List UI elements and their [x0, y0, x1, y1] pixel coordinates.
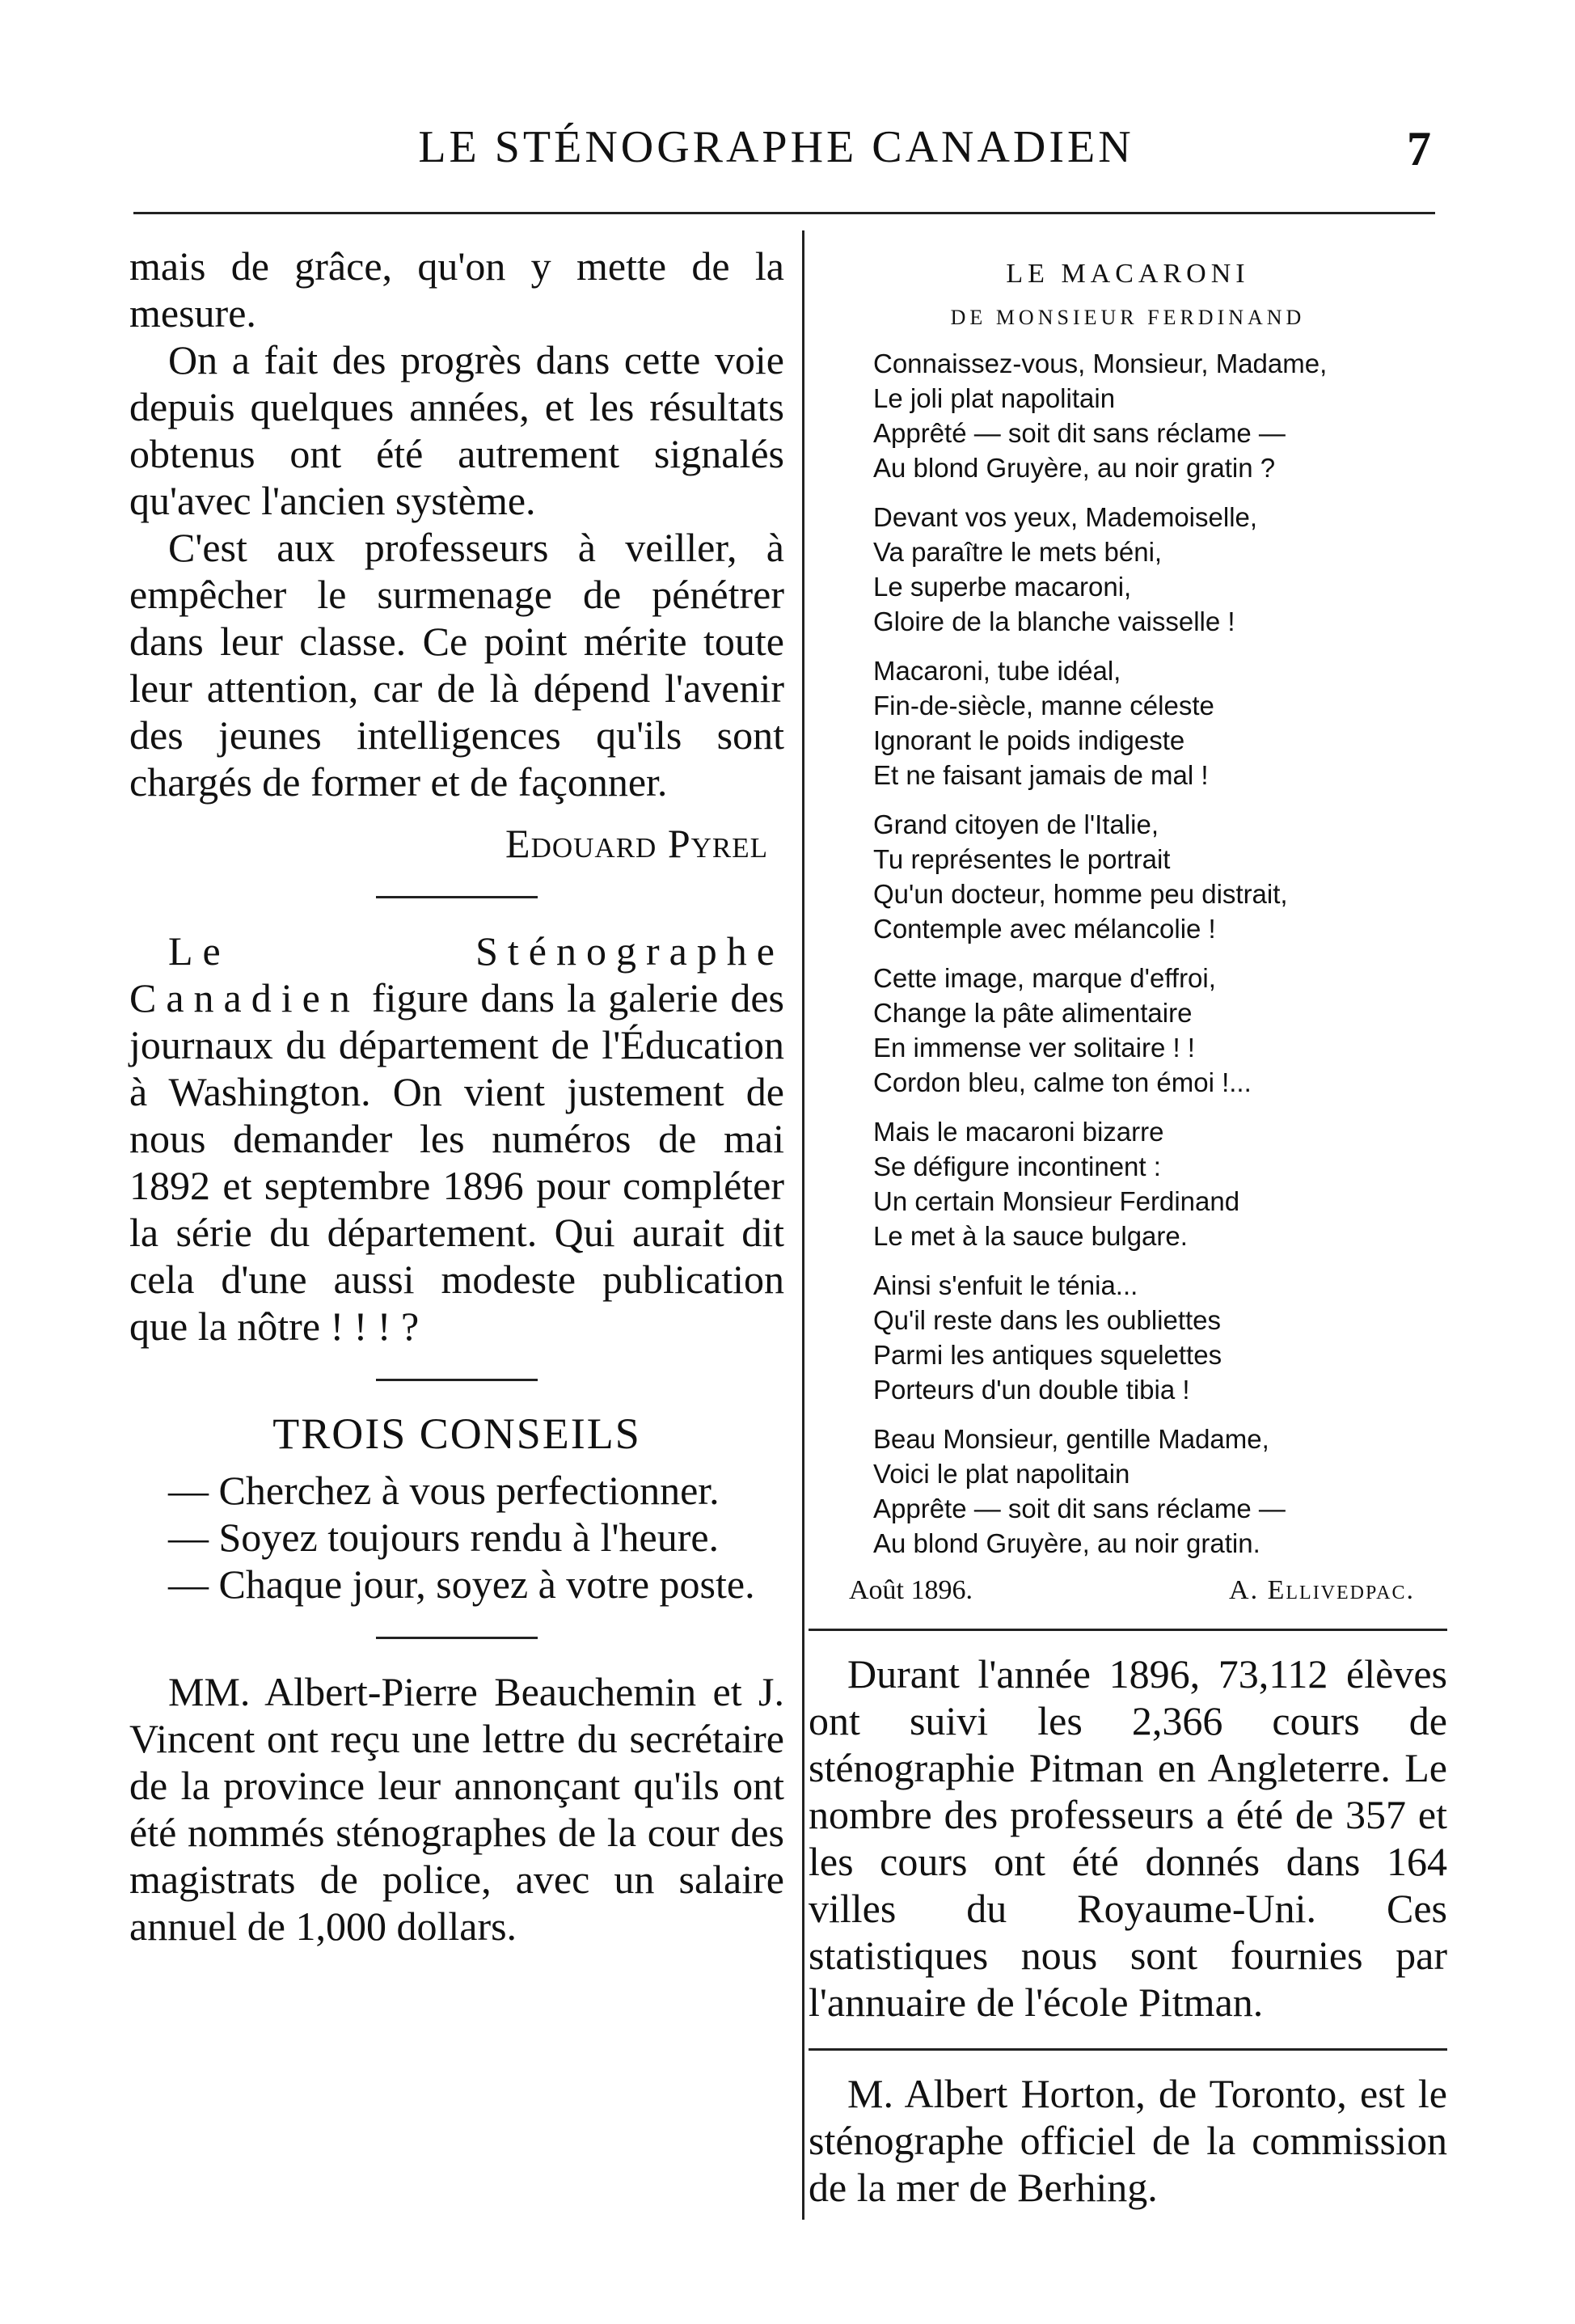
- journal-name: Le Sténographe Canadien: [129, 928, 784, 1020]
- poem-line: Grand citoyen de l'Italie,: [873, 809, 1159, 839]
- poem-line: Ainsi s'enfuit le ténia...: [873, 1270, 1138, 1300]
- poem-line: En immense ver solitaire ! !: [873, 1033, 1195, 1063]
- poem-stanza: [873, 500, 1447, 639]
- poem-line: Le met à la sauce bulgare.: [873, 1221, 1188, 1251]
- right-column: [809, 243, 1447, 2211]
- separator-rule: [376, 1379, 538, 1381]
- poem-line: Contemple avec mélancolie !: [873, 914, 1216, 944]
- paragraph-pitman: Durant l'année 1896, 73,112 élèves ont suivi les 2,366 cours de sténographie Pitman en Angleterre. Le nombre des professeurs a été de 357 et les cours ont été donnés dans 164 villes du Royaume-Uni. Ces statistiques nous sont fournies par l'annuaire de l'école Pitman.: [809, 1651, 1447, 2025]
- signature-pyrel: Edouard Pyrel: [505, 821, 768, 866]
- left-column: [129, 243, 784, 1950]
- paragraph-nomination: MM. Albert-Pierre Beauchemin et J. Vincent ont reçu une lettre du secrétaire de la province leur annonçant qu'ils ont été nommés sténographes de la cour des magistrats de police, avec un salaire annuel de 1,000 dollars.: [129, 1669, 784, 1949]
- poem: [809, 346, 1447, 1561]
- conseil-item: — Soyez toujours rendu à l'heure.: [168, 1515, 720, 1560]
- galerie-text: figure dans la galerie des journaux du département de l'Éducation à Washington. On vient justement de nous demander les numéros de mai 1892 et septembre 1896 pour compléter la série du département. Qui aurait dit cela d'une aussi modeste publication que la nôtre ! ! ! ?: [129, 975, 784, 1349]
- poem-title: LE MACARONI: [1006, 259, 1250, 289]
- conseil-item: — Chaque jour, soyez à votre poste.: [168, 1561, 755, 1607]
- poem-stanza: [873, 1268, 1447, 1407]
- separator-rule: [376, 896, 538, 898]
- separator-rule: [809, 2048, 1447, 2051]
- running-title: LE STÉNOGRAPHE CANADIEN: [418, 122, 1134, 172]
- poem-stanza: [873, 1114, 1447, 1253]
- poem-line: Gloire de la blanche vaisselle !: [873, 606, 1235, 636]
- poem-line: Connaissez-vous, Monsieur, Madame,: [873, 349, 1328, 378]
- column-divider: [802, 230, 804, 2220]
- poem-line: Mais le macaroni bizarre: [873, 1117, 1164, 1147]
- paragraph-progres: On a fait des progrès dans cette voie depuis quelques années, et les résultats obtenus ont été autrement signalés qu'avec l'ancien système.: [129, 337, 784, 523]
- poem-line: Fin-de-siècle, manne céleste: [873, 691, 1214, 720]
- poem-line: Apprête — soit dit sans réclame —: [873, 1494, 1286, 1523]
- poem-line: Et ne faisant jamais de mal !: [873, 760, 1209, 790]
- paragraph-professeurs: C'est aux professeurs à veiller, à empêcher le surmenage de pénétrer dans leur classe. Ce point mérite toute leur attention, car de là dépend l'avenir des jeunes intelligences qu'ils sont chargés de former et de façonner.: [129, 525, 784, 805]
- poem-line: Au blond Gruyère, au noir gratin.: [873, 1528, 1260, 1558]
- poem-stanza: [873, 807, 1447, 946]
- poem-line: Devant vos yeux, Mademoiselle,: [873, 502, 1258, 532]
- poem-line: Se défigure incontinent :: [873, 1151, 1161, 1181]
- paragraph-horton: M. Albert Horton, de Toronto, est le sténographe officiel de la commission de la mer de Berhing.: [809, 2071, 1447, 2210]
- poem-stanza: [873, 346, 1447, 485]
- poem-line: Apprêté — soit dit sans réclame —: [873, 418, 1286, 448]
- poem-line: Un certain Monsieur Ferdinand: [873, 1186, 1240, 1216]
- poem-line: Le joli plat napolitain: [873, 383, 1116, 413]
- conseil-item: — Cherchez à vous perfectionner.: [168, 1468, 720, 1513]
- poem-line: Au blond Gruyère, au noir gratin ?: [873, 453, 1276, 483]
- poem-date: Août 1896.: [849, 1575, 973, 1605]
- poem-line: Parmi les antiques squelettes: [873, 1340, 1222, 1370]
- poem-stanza: [873, 653, 1447, 792]
- separator-rule: [376, 1637, 538, 1639]
- paragraph-mesure: mais de grâce, qu'on y mette de la mesure.: [129, 243, 784, 336]
- poem-author: A. Ellivedpac.: [1229, 1575, 1415, 1605]
- poem-stanza: [873, 1422, 1447, 1561]
- poem-signature: [809, 1575, 1447, 1606]
- poem-line: Change la pâte alimentaire: [873, 998, 1193, 1028]
- page-header: [121, 121, 1431, 186]
- poem-line: Ignorant le poids indigeste: [873, 725, 1185, 755]
- paragraph-galerie: [129, 927, 784, 1350]
- poem-line: Cordon bleu, calme ton émoi !...: [873, 1067, 1252, 1097]
- page-number: 7: [1407, 122, 1431, 175]
- poem-line: Macaroni, tube idéal,: [873, 656, 1121, 686]
- poem-line: Le superbe macaroni,: [873, 572, 1132, 602]
- header-rule: [133, 212, 1435, 214]
- poem-stanza: [873, 961, 1447, 1100]
- poem-line: Tu représentes le portrait: [873, 844, 1171, 874]
- poem-line: Voici le plat napolitain: [873, 1459, 1130, 1489]
- poem-line: Porteurs d'un double tibia !: [873, 1375, 1190, 1405]
- poem-line: Qu'un docteur, homme peu distrait,: [873, 879, 1288, 909]
- poem-line: Cette image, marque d'effroi,: [873, 963, 1216, 993]
- poem-subtitle: DE MONSIEUR FERDINAND: [950, 306, 1306, 329]
- poem-line: Qu'il reste dans les oubliettes: [873, 1305, 1222, 1335]
- poem-line: Va paraître le mets béni,: [873, 537, 1163, 567]
- poem-line: Beau Monsieur, gentille Madame,: [873, 1424, 1269, 1454]
- separator-rule: [809, 1629, 1447, 1631]
- conseils-title: TROIS CONSEILS: [272, 1409, 641, 1458]
